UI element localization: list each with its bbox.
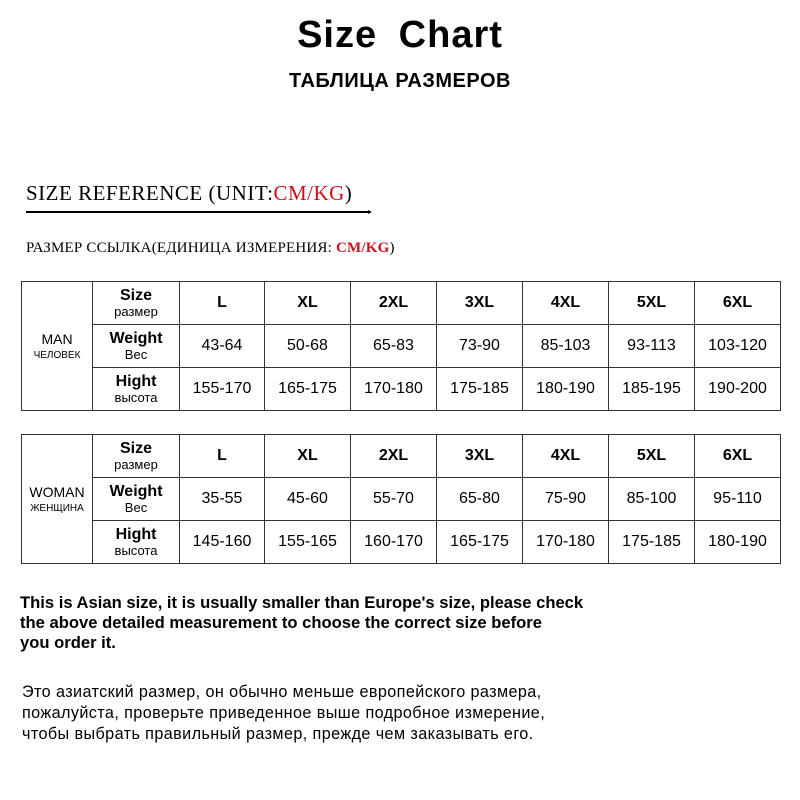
height-row-label xyxy=(93,521,180,564)
height-cell: 185-195 xyxy=(609,368,695,411)
weight-cell: 75-90 xyxy=(523,478,609,521)
size-reference-suffix: ) xyxy=(344,181,353,205)
size-cell: 6XL xyxy=(695,282,781,325)
weight-label-ru: Вес xyxy=(124,499,148,515)
table-row xyxy=(22,521,781,564)
size-cell: 3XL xyxy=(437,435,523,478)
height-cell: 180-190 xyxy=(695,521,781,564)
note-line: чтобы выбрать правильный размер, прежде чем заказывать его. xyxy=(22,725,534,743)
asian-size-note-en xyxy=(20,593,790,653)
height-cell: 190-200 xyxy=(695,368,781,411)
size-cell: 4XL xyxy=(523,282,609,325)
weight-label-ru: Вес xyxy=(124,346,148,362)
weight-cell: 35-55 xyxy=(180,478,265,521)
asian-size-note-ru xyxy=(22,682,792,745)
size-cell: XL xyxy=(265,435,351,478)
weight-cell: 43-64 xyxy=(180,325,265,368)
weight-row-label xyxy=(93,478,180,521)
weight-cell: 65-83 xyxy=(351,325,437,368)
size-label-ru: размер xyxy=(114,456,158,472)
height-cell: 175-185 xyxy=(437,368,523,411)
height-cell: 155-165 xyxy=(265,521,351,564)
size-reference-heading-ru xyxy=(26,240,395,257)
size-row-label xyxy=(93,282,180,325)
weight-row-label xyxy=(93,325,180,368)
size-cell: 5XL xyxy=(609,435,695,478)
man-label-cell xyxy=(22,282,93,411)
size-cell: 2XL xyxy=(351,282,437,325)
size-reference-unit-ru: CM/KG xyxy=(335,240,390,256)
table-row xyxy=(22,478,781,521)
height-cell: 155-170 xyxy=(180,368,265,411)
size-cell: 5XL xyxy=(609,282,695,325)
size-reference-suffix-ru: ) xyxy=(389,240,395,256)
weight-cell: 85-103 xyxy=(523,325,609,368)
weight-cell: 73-90 xyxy=(437,325,523,368)
height-cell: 145-160 xyxy=(180,521,265,564)
height-label-ru: высота xyxy=(114,542,158,558)
weight-cell: 103-120 xyxy=(695,325,781,368)
woman-size-table xyxy=(21,434,781,564)
size-cell: L xyxy=(180,435,265,478)
size-reference-unit: CM/KG xyxy=(273,181,345,205)
size-label-ru: размер xyxy=(114,303,158,319)
woman-label: WOMAN xyxy=(29,483,85,500)
size-cell: 2XL xyxy=(351,435,437,478)
size-cell: 6XL xyxy=(695,435,781,478)
size-cell: 3XL xyxy=(437,282,523,325)
man-label-ru: ЧЕЛОВЕК xyxy=(33,349,81,361)
weight-label: Weight xyxy=(109,329,163,347)
weight-cell: 65-80 xyxy=(437,478,523,521)
height-cell: 165-175 xyxy=(437,521,523,564)
note-line: пожалуйста, проверьте приведенное выше подробное измерение, xyxy=(22,704,546,722)
man-label: MAN xyxy=(41,330,73,347)
height-label-ru: высота xyxy=(114,389,158,405)
woman-label-cell xyxy=(22,435,93,564)
table-row xyxy=(22,325,781,368)
man-size-table xyxy=(21,281,781,411)
size-cell: L xyxy=(180,282,265,325)
weight-cell: 95-110 xyxy=(695,478,781,521)
table-row xyxy=(22,435,781,478)
height-cell: 170-180 xyxy=(351,368,437,411)
size-row-label xyxy=(93,435,180,478)
height-cell: 170-180 xyxy=(523,521,609,564)
size-label: Size xyxy=(119,439,152,457)
size-cell: 4XL xyxy=(523,435,609,478)
height-cell: 175-185 xyxy=(609,521,695,564)
size-reference-prefix-ru: РАЗМЕР ССЫЛКА(ЕДИНИЦА ИЗМЕРЕНИЯ: xyxy=(26,240,336,256)
weight-cell: 55-70 xyxy=(351,478,437,521)
height-label: Hight xyxy=(115,525,157,543)
height-cell: 160-170 xyxy=(351,521,437,564)
size-reference-heading xyxy=(26,181,352,206)
table-row xyxy=(22,368,781,411)
note-line: you order it. xyxy=(20,633,116,652)
height-cell: 165-175 xyxy=(265,368,351,411)
height-label: Hight xyxy=(115,372,157,390)
weight-cell: 93-113 xyxy=(609,325,695,368)
size-cell: XL xyxy=(265,282,351,325)
heading-underline xyxy=(26,211,370,213)
page-subtitle: ТАБЛИЦА РАЗМЕРОВ xyxy=(289,70,511,92)
weight-cell: 45-60 xyxy=(265,478,351,521)
weight-label: Weight xyxy=(109,482,163,500)
woman-label-ru: ЖЕНЩИНА xyxy=(30,502,84,514)
table-row xyxy=(22,282,781,325)
weight-cell: 50-68 xyxy=(265,325,351,368)
note-line: This is Asian size, it is usually smaller than Europe's size, please check xyxy=(20,593,584,612)
weight-cell: 85-100 xyxy=(609,478,695,521)
height-row-label xyxy=(93,368,180,411)
page-title: Size Chart xyxy=(297,14,503,56)
height-cell: 180-190 xyxy=(523,368,609,411)
note-line: the above detailed measurement to choose the correct size before xyxy=(20,613,542,632)
note-line: Это азиатский размер, он обычно меньше европейского размера, xyxy=(22,683,542,701)
size-label: Size xyxy=(119,286,152,304)
size-reference-prefix: SIZE REFERENCE (UNIT: xyxy=(26,181,274,205)
